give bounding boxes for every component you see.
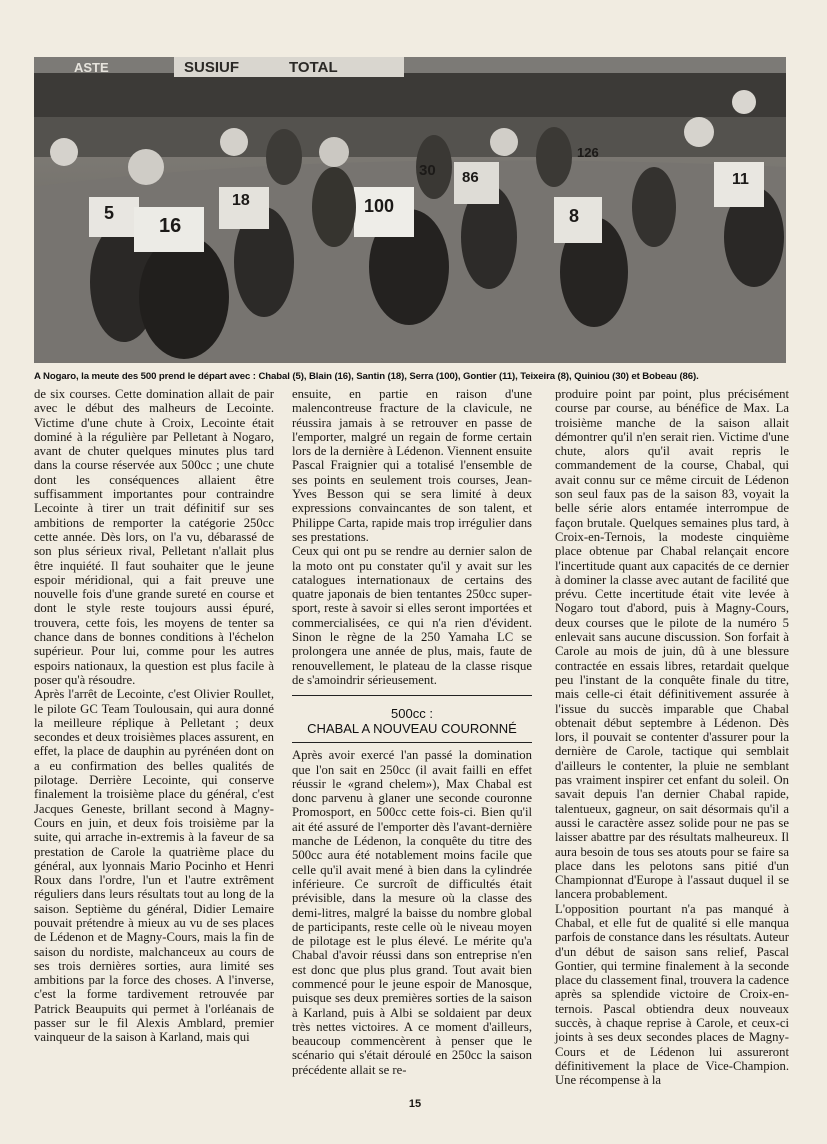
bike-number-126: 126 bbox=[577, 145, 599, 160]
column-3-paragraph-1: produire point par point, plus précisément course par course, au bénéfice de Max. La troisième manche de la saison allait démontrer qu'il n'en serait rien. Victime d'une chute, alors qu'il avait repris le commandement de la course, Chabal, qui avait connu sur ce même circuit de Lédenon son seul faux pas de la saison 83, voyait la belle série alors entamée interrompue de façon brutale. Quelques semaines plus tard, à Croix-en-Ternois, la modeste cinquième place obtenue par Chabal relançait encore l'incertitude quant aux capacités de ce dernier à dominer la classe avec autant de facilité que prévu. Cette incertitude était vite levée à Nogaro tout d'abord, puis à Magny-Cours, deux courses que le pilote de la numéro 5 enlevait sans aucune discussion. Son forfait à Carole au mois de juin, dû à une blessure contractée en essais libres, retardait quelque peu l'instant de la conquête finale du titre, mais celle-ci était définitivement assurée à l'issue du succès imparable que Chabal obtenait début septembre à Lédenon. Dès lors, il pouvait se contenter d'assurer pour la dernière de Carole, tactique qui semblait d'ailleurs le contenter, la pluie ne semblant pas vraiment inspirer cet enfant du soleil. On savait depuis l'an dernier Chabal rapide, talentueux, gagneur, on sait désormais qu'il a aussi le caractère assez solide pour ne pas se laisser abattre par des résultats malheureux. Il aura besoin de tous ses atouts pour se faire sa place dans les pelotons sans pitié d'un Championnat d'Europe à l'assaut duquel il se lancera probablement. bbox=[555, 387, 789, 902]
race-photo-drawing bbox=[34, 57, 786, 363]
bike-number-11: 11 bbox=[732, 171, 749, 188]
section-rule-top bbox=[292, 695, 532, 696]
bike-number-8: 8 bbox=[569, 206, 580, 226]
column-2-paragraph-2: Ceux qui ont pu se rendre au dernier salon de la moto ont pu constater qu'il y avait sur les catalogues internationaux de certains des quatre japonais de bien tentantes 250cc super-sport, reste à savoir si elles seront importées et commercialisées, ce qui n'a rien d'évident. Sinon le règne de la 250 Yamaha LC se prolongera une année de plus, mais, faute de renouvellement, le plateau de la classe risque de s'amoindrir sérieusement. bbox=[292, 544, 532, 687]
column-3 bbox=[555, 387, 789, 1088]
column-1 bbox=[34, 387, 274, 1045]
banner-text-1: SUSIUF bbox=[184, 59, 240, 76]
banner-text-3: ASTE bbox=[74, 60, 109, 75]
banner-text-2: TOTAL bbox=[289, 59, 338, 76]
section-heading bbox=[292, 702, 532, 742]
bike-number-5: 5 bbox=[104, 203, 115, 223]
bike-number-30: 30 bbox=[419, 162, 436, 179]
section-heading-line-1: 500cc : bbox=[391, 706, 433, 722]
photo-caption: A Nogaro, la meute des 500 prend le départ avec : Chabal (5), Blain (16), Santin (18), Serra (100), Gontier (11), Teixeira (8), Quiniou (30) et Bobeau (86). bbox=[34, 371, 699, 382]
column-2-paragraph-1: ensuite, en partie en raison d'une malencontreuse fracture de la clavicule, ne réussira jamais à se retrouver en passe de l'emporter, malgré un regain de forme certain lors de la dernière à Lédenon. Viennent ensuite Pascal Fraignier qui a totalisé l'ensemble de ses points en seulement trois courses, Jean-Yves Besson qui se sera limité à deux expressions convaincantes de son talent, et Philippe Carta, rapide mais trop irrégulier dans ses prestations. bbox=[292, 387, 532, 544]
column-2 bbox=[292, 387, 532, 1077]
column-3-paragraph-2: L'opposition pourtant n'a pas manqué à Chabal, et elle fut de qualité si elle manqua parfois de constance dans les résultats. Auteur d'un début de saison sans relief, Pascal Gontier, qui termine finalement à la seconde place du classement final, trouvera la cadence après sa splendide victoire de Croix-en-ternois. Pascal obtiendra deux nouveaux succès, à chaque reprise à Carole, et ceux-ci joints à ses deux secondes places de Magny-Cours et de Lédenon lui assureront définitivement la place de Vice-Champion. Une récompense à la bbox=[555, 901, 789, 1088]
bike-number-86: 86 bbox=[462, 169, 479, 186]
bike-number-100: 100 bbox=[364, 196, 395, 216]
column-1-paragraph-1: de six courses. Cette domination allait de pair avec le début des malheurs de Lecointe. Victime d'une chute à Croix, Lecointe était dominé à la régulière par Pelletant à Nogaro, avant de chuter quelques minutes plus tard dans la course réservée aux 500cc ; une chute dont les conséquences allaient être suffisamment importantes pour contraindre Lecointe à tirer un trait définitif sur ses ambitions de remporter la catégorie 250cc cette année. Dès lors, on l'a vu, débarassé de son plus sérieux rival, Pelletant n'allait plus être inquiété. Il faut souhaiter que le jeune espoir méridional, qui a fait preuve une nouvelle fois d'une grande sureté en course et dont le style reste toujours aussi épuré, trouvera, cette fois, les moyens de tenter sa chance dans de bonnes conditions à l'échelon supérieur. Pour lui, comme pour les autres espoirs nationaux, la question est plus facile à poser qu'à résoudre. bbox=[34, 387, 274, 687]
column-1-paragraph-2: Après l'arrêt de Lecointe, c'est Olivier Roullet, le pilote GC Team Toulousain, qui aura donné la meilleure réplique à Pelletant ; deux secondes et deux troisièmes places assurent, en effet, la place de dauphin au pyrénéen dont on a eu confirmation des belles qualités de pilotage. Derrière Lecointe, qui conserve finalement la troisième place du général, c'est Jacques Geneste, brillant second à Magny-Cours en juin, et deux fois troisième par la suite, qui arrache in-extremis à la faveur de sa prestation de Carole la quatrième place du général, aux lyonnais Mario Pocinho et Henri Roux dans l'ordre, l'un et l'autre extrêment réguliers dans leurs résultats tout au long de la saison. Septième du général, Didier Lemaire pouvait prétendre à mieux au vu de ses places de Lédenon et de Magny-Cours, mais la fin de saison du nordiste, malchanceux au cours de ses trois dernières sorties, aura limité ses ambitions par la force des choses. A l'inverse, c'est la forme tardivement retrouvée par Patrick Beaupuits qui permet à l'orléanais de passer sur le fil Alexis Amblard, premier vainqueur de la saison à Karland, mais qui bbox=[34, 687, 274, 1045]
bike-number-18: 18 bbox=[232, 192, 250, 209]
bike-number-16: 16 bbox=[159, 215, 182, 237]
page-number: 15 bbox=[408, 1098, 422, 1110]
section-heading-line-2: CHABAL A NOUVEAU COURONNÉ bbox=[307, 721, 517, 737]
column-2-paragraph-3: Après avoir exercé l'an passé la domination que l'on sait en 250cc (il avait failli en effet réussir le «grand chelem»), Max Chabal est donc parvenu à glaner une seconde couronne Promosport, en 500cc cette fois-ci. Bien qu'il ait été assuré de l'emporter dès l'avant-dernière manche de Lédenon, la conquête du titre des 500cc aura été notablement moins facile que celle qu'il avait mené à bien dans la cylindrée inférieure. Ce surcroît de difficultés était prévisible, dans la mesure où la classe des demi-litres, malgré la baisse du nombre global de participants, reste celle où le niveau moyen de pilotage est le plus élevé. Le mérite qu'a Chabal d'avoir réussi dans son entreprise n'en est donc que plus plus grand. Tout avait bien commencé pour le jeune espoir de Manosque, puisque ses deux premières sorties de la saison à Karland, puis à Albi se soldaient par deux très nettes victoires. A ce moment d'ailleurs, beaucoup commencèrent à penser que le scénario qui s'était déroulé en 250cc la saison précédente allait se re- bbox=[292, 748, 532, 1077]
race-photo bbox=[34, 57, 786, 363]
